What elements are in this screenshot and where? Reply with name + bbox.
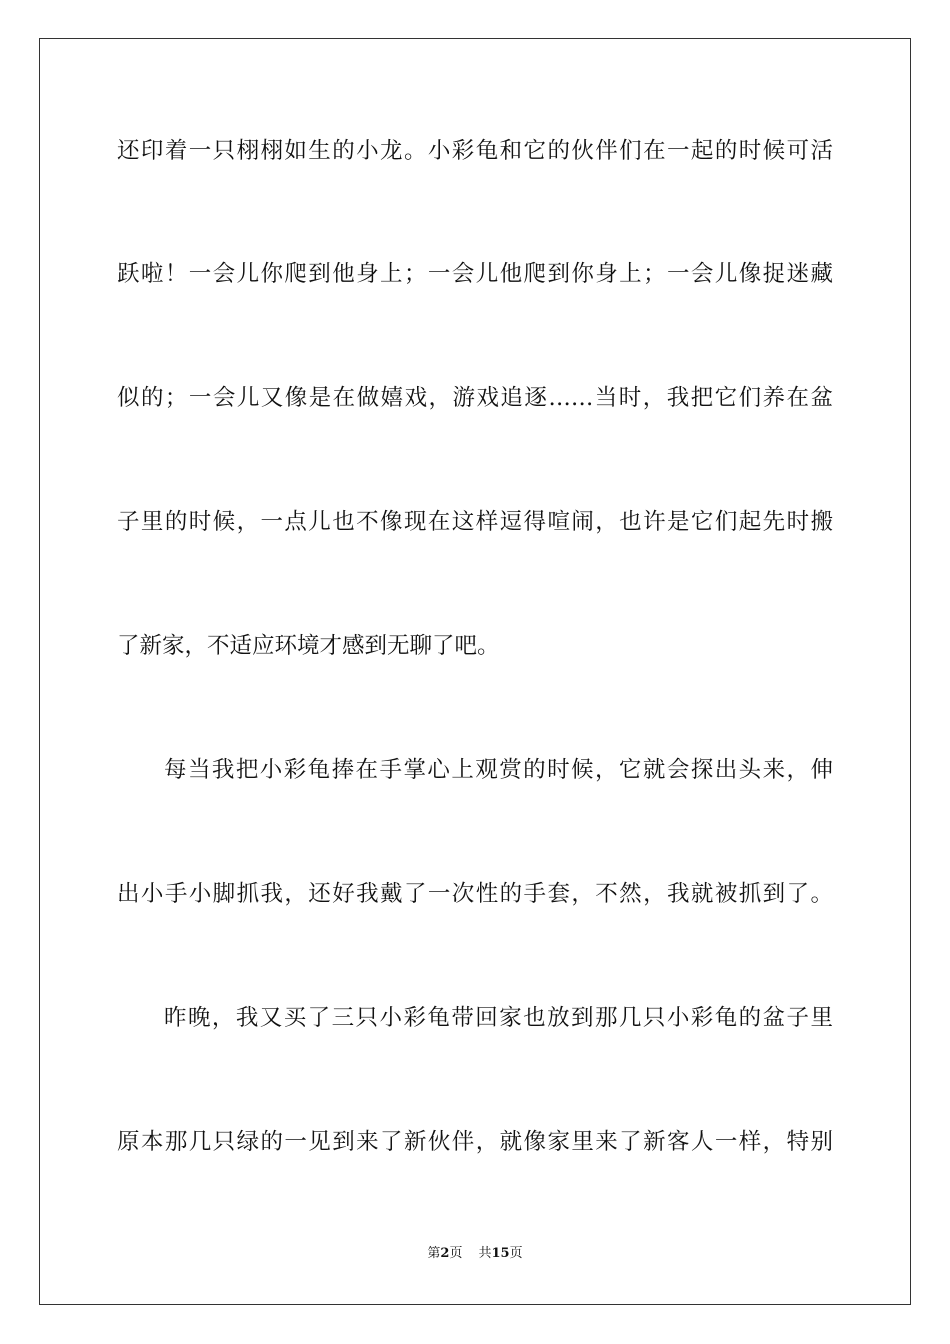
paragraph-line-2: 跃啦！一会儿你爬到他身上；一会儿他爬到你身上；一会儿像捉迷藏 (117, 261, 833, 287)
page-footer (0, 1245, 950, 1263)
total-pages: 15 (491, 1246, 510, 1261)
paragraph-line-6: 每当我把小彩龟捧在手掌心上观赏的时候，它就会探出头来，伸 (164, 757, 833, 783)
page-number: 2 (440, 1246, 450, 1261)
total-suffix: 页 (509, 1246, 523, 1261)
total-prefix: 共 (478, 1246, 492, 1261)
paragraph-line-7: 出小手小脚抓我，还好我戴了一次性的手套，不然，我就被抓到了。 (117, 881, 833, 907)
page-border (39, 38, 911, 1305)
paragraph-line-1: 还印着一只栩栩如生的小龙。小彩龟和它的伙伴们在一起的时候可活 (117, 138, 833, 164)
paragraph-line-8: 昨晚，我又买了三只小彩龟带回家也放到那几只小彩龟的盆子里 (164, 1005, 833, 1031)
paragraph-line-5: 了新家，不适应环境才感到无聊了吧。 (117, 633, 500, 659)
page-suffix: 页 (449, 1246, 463, 1261)
paragraph-line-9: 原本那几只绿的一见到来了新伙伴，就像家里来了新客人一样，特别 (117, 1129, 833, 1155)
paragraph-line-4: 子里的时候，一点儿也不像现在这样逗得喧闹，也许是它们起先时搬 (117, 509, 833, 535)
paragraph-line-3: 似的；一会儿又像是在做嬉戏，游戏追逐……当时，我把它们养在盆 (117, 385, 833, 411)
page-prefix: 第 (427, 1246, 441, 1261)
